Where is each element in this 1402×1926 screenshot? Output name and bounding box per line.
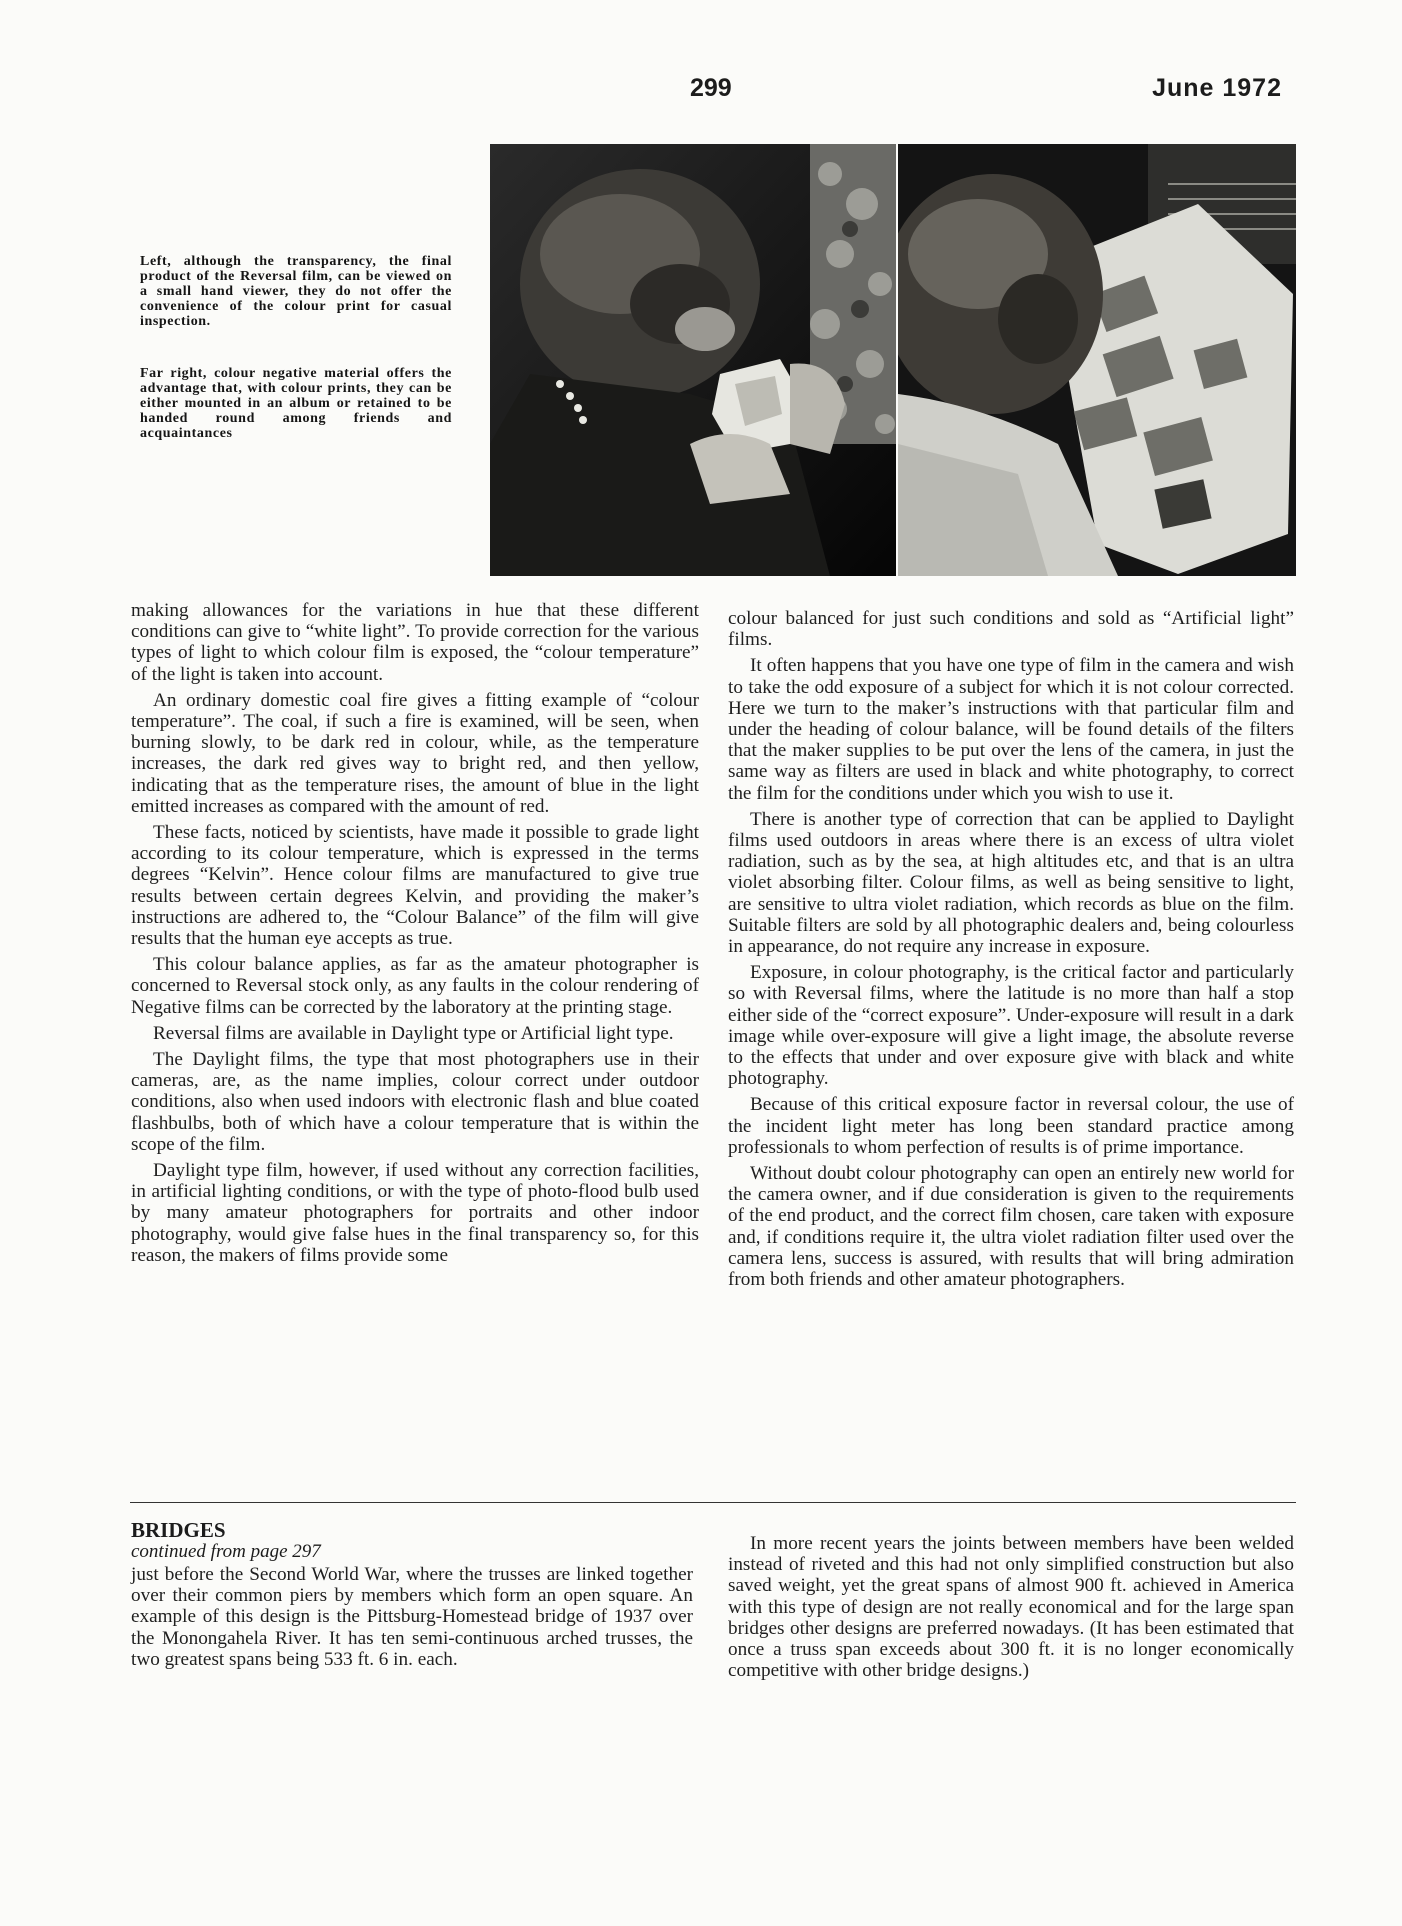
section-divider [130,1502,1296,1503]
issue-date: June 1972 [1152,74,1282,102]
paragraph: Because of this critical exposure factor in reversal colour, the use of the incident light meter has long been standard practice among professionals to whom perfection of results is of prime importance. [728,1094,1294,1158]
paragraph: The Daylight films, the type that most photographers use in their cameras, are, as the name implies, colour correct under outdoor conditions, also when used indoors with electronic flash and blue coated flashbulbs, both of which have a colour temperature that is within the scope of the film. [131,1049,699,1155]
photo-caption-left [140,254,452,329]
paragraph: In more recent years the joints between members have been welded instead of riveted and this had not only simplified construction but also saved weight, yet the great spans of almost 900 ft. achieved in America with this type of design are not really economical and for the large span bridges other designs are preferred nowadays. (It has been estimated that once a truss span exceeds about 300 ft. it is no longer economically competitive with other bridge designs.) [728,1533,1294,1682]
paragraph: There is another type of correction that can be applied to Daylight films used outdoors in areas where there is an excess of ultra violet radiation, such as by the sea, at high altitudes etc, and that is an ultra violet absorbing filter. Colour films, as well as being sensitive to light, are sensitive to ultra violet radiation, which records as blue on the film. Suitable filters are sold by all photographic dealers and, being colourless in appearance, do not require any increase in exposure. [728,808,1294,958]
caption-text: Far right, colour negative material offers the advantage that, with colour prints, they can be either mounted in an album or retained to be handed round among friends and acquaintances [140,366,452,441]
photo-woman-photo-album-image [898,144,1296,576]
paragraph: making allowances for the variations in hue that these different conditions can give to “white light”. To provide correction for the various types of light to which colour film is exposed, the “colour temperature” of the light is taken into account. [131,600,699,685]
paragraph: colour balanced for just such conditions and sold as “Artificial light” films. [728,608,1294,651]
caption-text: Left, although the transparency, the final product of the Reversal film, can be viewed on a small hand viewer, they do not offer the convenience of the colour print for casual inspection. [140,254,452,329]
photo-woman-hand-viewer-image [490,144,896,576]
page-number: 299 [690,74,732,102]
photo-caption-right [140,366,452,441]
bridges-heading: BRIDGES [131,1518,226,1542]
paragraph: Reversal films are available in Daylight type or Artificial light type. [153,1022,674,1044]
paragraph: Exposure, in colour photography, is the critical factor and particularly so with Reversal films, where the latitude is no more than half a stop either side of the “correct exposure”. Under-exposure will result in a dark image while over-exposure will give a light image, the absolute reverse to the effects that under and over exposure give with black and white photography. [728,962,1294,1090]
paragraph: These facts, noticed by scientists, have made it possible to grade light according to its colour temperature, which is expressed in the terms degrees “Kelvin”. Hence colour films are manufactured to give true results between certain degrees Kelvin, and providing the maker’s instructions are adhered to, the “Colour Balance” of the film will give results that the human eye accepts as true. [131,822,699,950]
photo-woman-hand-viewer [490,144,896,576]
article-right-column [728,608,1294,1295]
paragraph: An ordinary domestic coal fire gives a fitting example of “colour temperature”. The coal, if such a fire is examined, will be seen, when burning slowly, to be dark red in colour, while, as the temperature increases, the dark red gives way to bright red, and then yellow, indicating that as the temperature rises, the amount of blue in the light emitted increases as compared with the amount of red. [131,689,699,817]
paragraph: It often happens that you have one type of film in the camera and wish to take the odd exposure of a subject for which it is not colour corrected. Here we turn to the maker’s instructions with that particular film and under the heading of colour balance, will be found details of the filters that the maker supplies to be put over the lens of the camera, in just the same way as filters are used in black and white photography, to correct the film for the conditions under which you wish to use it. [728,655,1294,804]
bridges-right-column [728,1533,1294,1686]
paragraph: Daylight type film, however, if used without any correction facilities, in artificial lighting conditions, or with the type of photo-flood bulb used by many amateur photographers for portraits and other indoor photography, would give false hues in the final transparency so, for this reason, the makers of films provide some [131,1160,699,1266]
article-left-column [131,600,699,1271]
paragraph: Without doubt colour photography can open an entirely new world for the camera owner, and if due consideration is given to the requirements of the end product, and the correct film chosen, care taken with exposure and, if conditions require it, the ultra violet radiation filter used over the camera lens, success is assured, with results that will bring admiration from both friends and other amateur photographers. [728,1163,1294,1291]
bridges-left-column [131,1564,693,1675]
bridges-continued-note: continued from page 297 [131,1541,321,1562]
paragraph: This colour balance applies, as far as the amateur photographer is concerned to Reversal stock only, as any faults in the colour rendering of Negative films can be corrected by the laboratory at the printing stage. [131,954,699,1018]
paragraph: just before the Second World War, where the trusses are linked together over their common piers by members which form an open square. An example of this design is the Pittsburg-Homestead bridge of 1937 over the Monongahela River. It has ten semi-continuous arched trusses, the two greatest spans being 533 ft. 6 in. each. [131,1564,693,1670]
photo-woman-photo-album [898,144,1296,576]
